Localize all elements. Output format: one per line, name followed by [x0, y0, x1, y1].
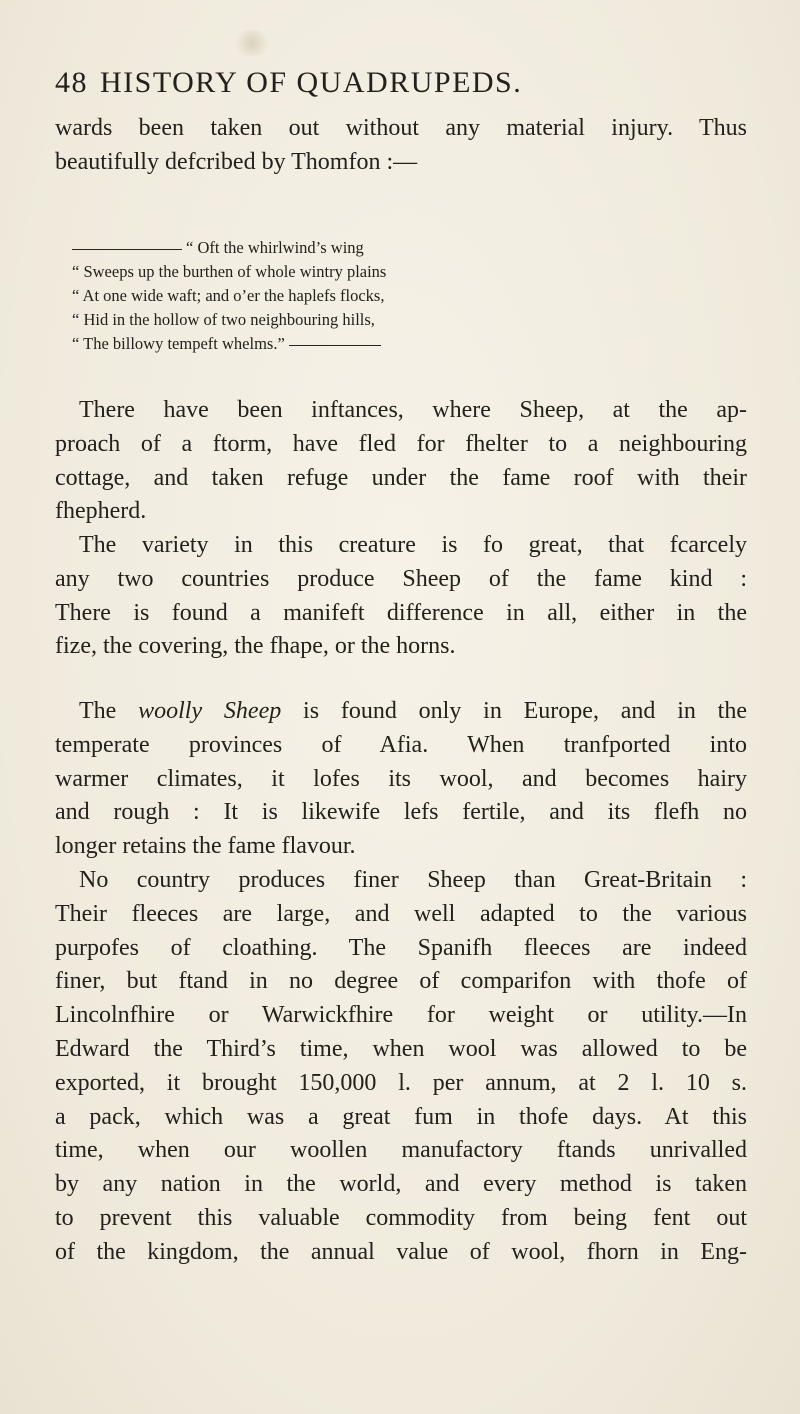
text-line: and rough : It is likewife lefs fertile, and its flefh no [55, 799, 747, 826]
paragraph-woolly-sheep [55, 695, 747, 864]
text-line: No country produces finer Sheep than Great-Britain : [79, 867, 747, 893]
text-line: longer retains the fame flavour. [55, 833, 356, 860]
poem-line-text: “ Oft the whirlwind’s wing [186, 238, 364, 257]
text-run: is found only in Europe, and in the [281, 698, 748, 724]
text-line: proach of a ftorm, have fled for fhelter to a neighbouring [55, 430, 747, 457]
poem-line [72, 236, 712, 260]
text-line: cottage, and taken refuge under the fame roof with their [55, 464, 747, 491]
text-line: There is found a manifeft difference in all, either in the [55, 599, 747, 626]
paragraph-british-wool [55, 864, 747, 1270]
intro-paragraph [55, 112, 747, 180]
text-line: a pack, which was a great fum in thofe days. At this [55, 1103, 747, 1130]
page-header [55, 66, 755, 106]
paragraph-variety [55, 529, 747, 664]
paragraph-shelter [55, 394, 747, 529]
text-line: The variety in this creature is fo great, that fcarcely [79, 532, 747, 558]
poem-line: “ Sweeps up the burthen of whole wintry plains [72, 262, 387, 281]
text-line: Lincolnfhire or Warwickfhire for weight or utility.—In [55, 1002, 747, 1029]
poem-line [72, 332, 712, 356]
italic-term: woolly Sheep [138, 698, 282, 724]
text-line: Their fleeces are large, and well adapted to the various [55, 900, 747, 927]
text-line: any two countries produce Sheep of the fame kind : [55, 565, 747, 592]
poem-line: “ At one wide waft; and o’er the haplefs flocks, [72, 286, 385, 305]
text-line: temperate provinces of Afia. When tranfported into [55, 731, 747, 758]
text-line: purpofes of cloathing. The Spanifh fleeces are indeed [55, 934, 747, 961]
text-line: to prevent this valuable commodity from being fent out [55, 1204, 747, 1231]
text-run: The [79, 698, 139, 724]
text-line [55, 695, 747, 729]
ink-smudge [232, 30, 272, 56]
text-line: of the kingdom, the annual value of wool, fhorn in Eng- [55, 1238, 747, 1265]
text-line: by any nation in the world, and every method is taken [55, 1171, 747, 1198]
text-line: Edward the Third’s time, when wool was allowed to be [55, 1035, 747, 1062]
page-number: 48 [55, 66, 88, 99]
text-line: time, when our woollen manufactory ftands unrivalled [55, 1137, 747, 1164]
text-line: warmer climates, it lofes its wool, and becomes hairy [55, 765, 747, 792]
text-line: exported, it brought 150,000 l. per annum, at 2 l. 10 s. [55, 1069, 747, 1096]
text-line: wards been taken out without any material injury. Thus [55, 115, 747, 141]
leading-dash-rule [72, 249, 182, 250]
trailing-dash-rule [289, 345, 381, 346]
running-title: HISTORY OF QUADRUPEDS. [100, 66, 523, 99]
text-line: finer, but ftand in no degree of comparifon with thofe of [55, 968, 747, 995]
text-line: There have been inftances, where Sheep, at the ap- [79, 397, 747, 423]
text-line: fize, the covering, the fhape, or the horns. [55, 633, 456, 660]
poem-line-text: “ The billowy tempeft whelms.” [72, 334, 285, 353]
text-line: fhepherd. [55, 498, 147, 525]
text-line: beautifully defcribed by Thomfon :— [55, 148, 418, 175]
poem-line: “ Hid in the hollow of two neighbouring hills, [72, 310, 375, 329]
poem-quotation [72, 236, 712, 356]
